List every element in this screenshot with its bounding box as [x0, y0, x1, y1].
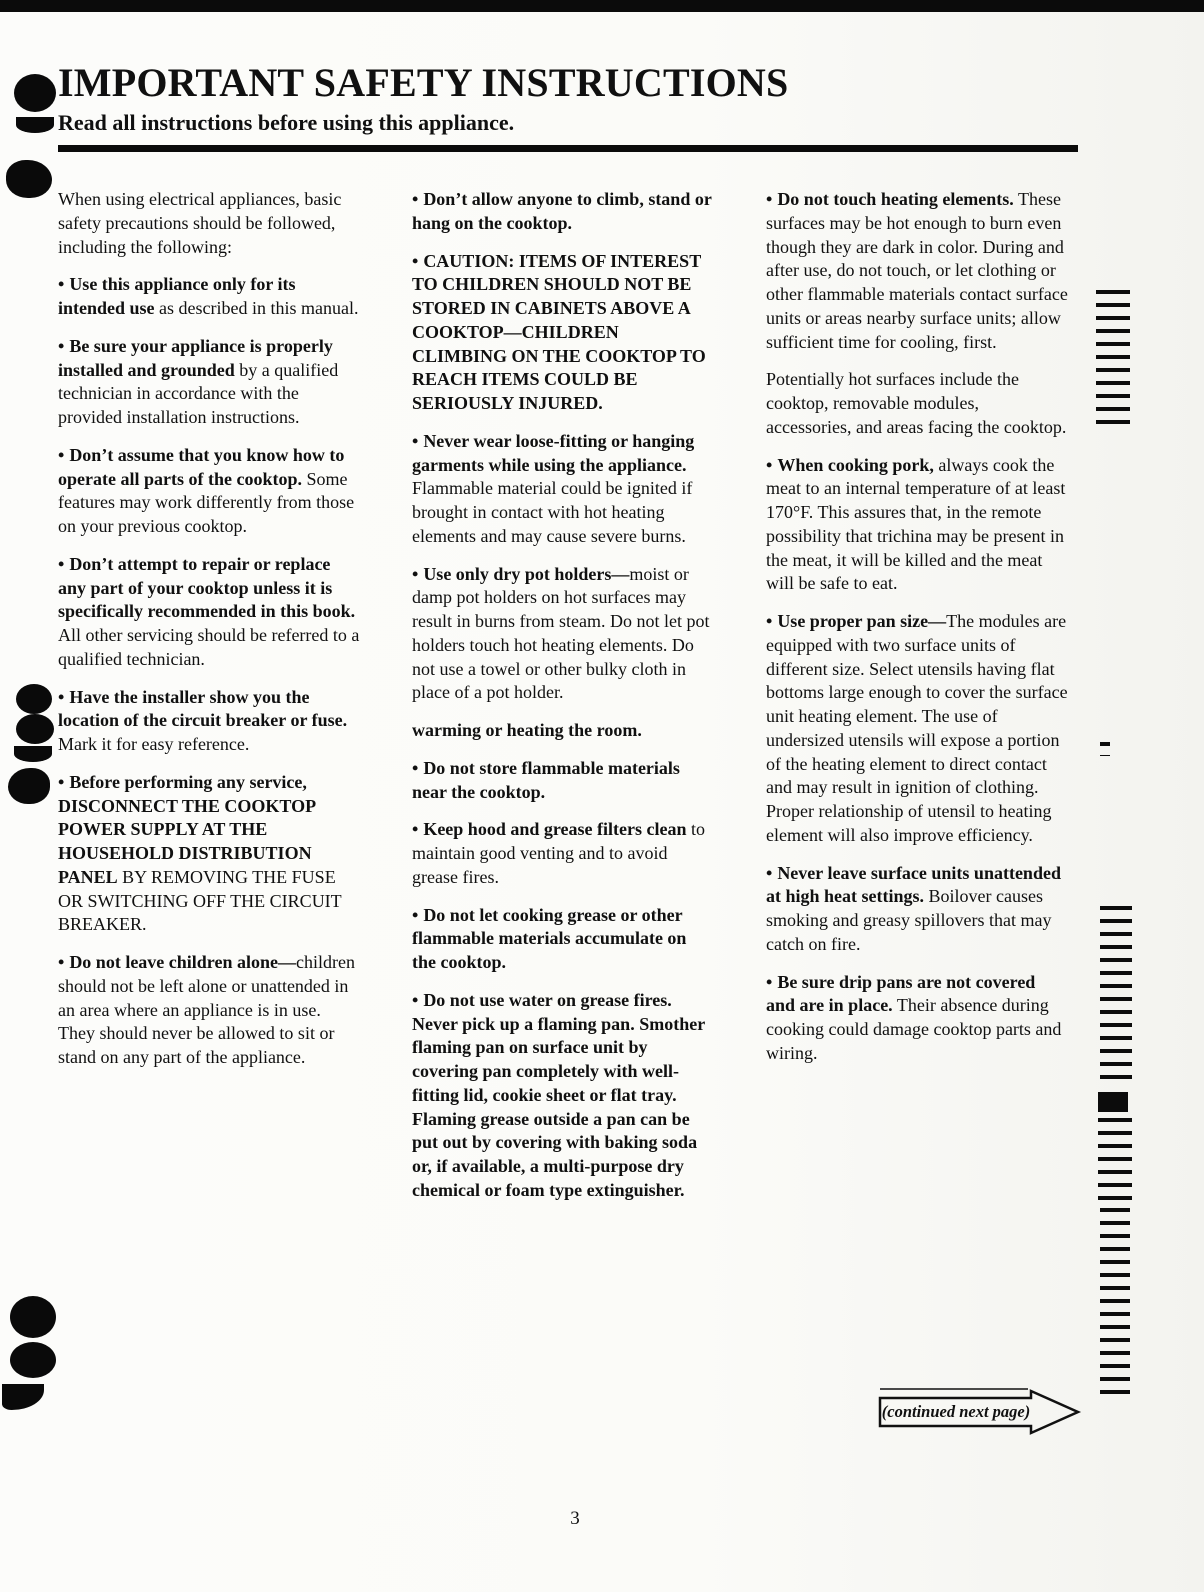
bullet-marker: • [58, 771, 65, 792]
scan-artifact-dashes [1098, 1118, 1132, 1204]
safety-item [766, 862, 1068, 957]
item-lead: Use this appliance only for its intended use [58, 274, 296, 318]
bullet-marker: • [58, 686, 65, 707]
safety-item [412, 188, 714, 236]
item-lead: Never wear loose-fitting or hanging garments while using the appliance. [412, 430, 695, 475]
continued-label: (continued next page) [881, 1402, 1031, 1421]
item-text: always cook the meat to an internal temperature of at least 170°F. This assures that, in the remote possibility that trichina may be present in the meat, it will be killed and the meat will be safe to eat. [766, 454, 1066, 594]
column-1 [58, 188, 360, 1217]
item-lead: Don’t allow anyone to climb, stand or hang on the cooktop. [412, 189, 712, 233]
safety-item-caution [412, 250, 714, 416]
scan-artifact-dashes [1100, 906, 1132, 1084]
item-lead: Do not use water on grease fires. Never pick up a flaming pan. Smother flaming pan on surface unit by covering pan completely with well-fitting lid, cookie sheet or flat tray. Flaming grease outside a pan can be put out by covering with baking soda or, if available, a multi-purpose dry chemical or foam type extinguisher. [412, 989, 705, 1200]
item-lead: CAUTION: ITEMS OF INTEREST TO CHILDREN SHOULD NOT BE STORED IN CABINETS ABOVE A COOKTOP—CHILDREN CLIMBING ON THE COOKTOP TO REACH ITEMS COULD BE SERIOUSLY INJURED. [412, 250, 706, 413]
safety-item [412, 757, 714, 805]
item-text: children should not be left alone or unattended in an area where an appliance is in use. They should never be allowed to sit or stand on any part of the appliance. [58, 952, 355, 1067]
item-lead: Don’t assume that you know how to operate all parts of the cooktop. [58, 444, 345, 489]
item-text: Some features may work differently from those on your previous cooktop. [58, 468, 355, 536]
scan-artifact-dashes [1100, 1208, 1130, 1394]
safety-item [412, 563, 714, 706]
bullet-marker: • [412, 819, 419, 840]
scan-artifact-block [1098, 1092, 1128, 1112]
page-number: 3 [570, 1508, 580, 1529]
header-rule [58, 145, 1078, 152]
item-lead: Use only dry pot holders— [423, 563, 630, 584]
bullet-marker: • [766, 189, 773, 209]
scan-artifact-dot [16, 714, 54, 744]
intro-paragraph: When using electrical appliances, basic safety precautions should be followed, including the following: [58, 189, 342, 257]
column-2 [412, 188, 714, 1217]
item-text: Boilover causes smoking and greasy spillovers that may catch on fire. [766, 886, 1052, 954]
scan-artifact-dashes [1100, 742, 1110, 756]
page-subtitle: Read all instructions before using this appliance. [58, 110, 515, 135]
safety-item [58, 273, 360, 321]
item-text: All other servicing should be referred to a qualified technician. [58, 625, 360, 669]
item-lead: Keep hood and grease filters clean [423, 819, 687, 840]
bullet-marker: • [58, 335, 65, 356]
bullet-marker: • [412, 757, 419, 778]
page-title: IMPORTANT SAFETY INSTRUCTIONS [58, 60, 789, 105]
scan-artifact-blob [6, 160, 52, 198]
fragment-text: warming or heating the room. [412, 720, 642, 740]
bullet-marker: • [412, 563, 419, 584]
bullet-marker: • [412, 250, 419, 271]
item-text: by a qualified technician in accordance with the provided installation instructions. [58, 359, 339, 427]
safety-item [58, 553, 360, 672]
scan-artifact-wedge [2, 1384, 44, 1410]
bullet-marker: • [412, 430, 419, 451]
bullet-marker: • [766, 971, 773, 992]
scan-artifact-dot [16, 684, 52, 714]
item-lead: Be sure drip pans are not covered and are in place. [766, 971, 1036, 1016]
safety-item [412, 430, 714, 549]
item-text: These surfaces may be hot enough to burn even though they are dark in color. During and after use, do not touch, or let clothing or other flammable materials contact surface units or areas nearby surface units; allow sufficient time for cooling, first. [766, 189, 1068, 352]
bullet-marker: • [58, 553, 65, 574]
item-text: to maintain good venting and to avoid grease fires. [412, 819, 705, 887]
item-lead: Have the installer show you the location of the circuit breaker or fuse. [58, 686, 348, 731]
item-text: Flammable material could be ignited if brought in contact with hot heating elements and may cause severe burns. [412, 478, 693, 546]
safety-item [766, 188, 1068, 354]
page-top-edge-bar [0, 0, 1204, 12]
item-lead: Never leave surface units unattended at high heat settings. [766, 862, 1061, 907]
safety-item [766, 971, 1068, 1066]
safety-item [766, 454, 1068, 597]
item-lead: Be sure your appliance is properly installed and grounded [58, 335, 333, 380]
item-text: as described in this manual. [154, 298, 359, 318]
item-lead: When cooking pork, [777, 454, 934, 475]
scan-artifact-dot [14, 74, 56, 112]
content-columns [58, 188, 1070, 1217]
bullet-marker: • [766, 862, 773, 883]
bullet-marker: • [58, 274, 65, 295]
safety-item [58, 335, 360, 430]
scan-artifact-dot [10, 1342, 56, 1378]
item-text: moist or damp pot holders on hot surfaces may result in burns from steam. Do not let pot holders touch hot heating elements. Do not use a towel or other bulky cloth in place of a pot holder. [412, 563, 710, 703]
item-lead: Do not store flammable materials near the cooktop. [412, 757, 680, 802]
scan-artifact-blob [8, 768, 50, 804]
safety-item [412, 818, 714, 889]
safety-item [58, 686, 360, 757]
column-3 [766, 188, 1068, 1217]
item-lead: Do not leave children alone— [69, 952, 296, 972]
safety-item [58, 444, 360, 539]
bullet-marker: • [412, 189, 419, 209]
bullet-marker: • [412, 904, 419, 925]
bullet-marker: • [58, 952, 65, 972]
item-text: Mark it for easy reference. [58, 734, 250, 754]
item-text: BY REMOVING THE FUSE OR SWITCHING OFF THE CIRCUIT BREAKER. [58, 866, 342, 935]
scan-artifact-dashes [1096, 290, 1130, 432]
bullet-marker: • [412, 989, 419, 1010]
safety-item [58, 951, 360, 1070]
scan-artifact-dot [10, 1296, 56, 1338]
continued-next-page-arrow [876, 1386, 1082, 1438]
item-lead: Don’t attempt to repair or replace any part of your cooktop unless it is specifically recommended in this book. [58, 553, 356, 622]
bullet-marker: • [766, 454, 773, 475]
item-lead: Before performing any service, DISCONNECT THE COOKTOP POWER SUPPLY AT THE HOUSEHOLD DISTRIBUTION PANEL [58, 771, 316, 887]
item-text: The modules are equipped with two surface units of different size. Select utensils having flat bottoms large enough to cover the surface unit heating element. The use of undersized utensils will expose a portion of the heating element to direct contact and may result in ignition of clothing. Proper relationship of utensil to heating element will also improve efficiency. [766, 611, 1068, 845]
scan-artifact-wedge [16, 117, 54, 133]
scan-artifact-wedge [14, 746, 52, 762]
page-header [58, 62, 1078, 152]
safety-item [412, 904, 714, 975]
item-text: Their absence during cooking could damage cooktop parts and wiring. [766, 995, 1062, 1063]
bullet-marker: • [766, 611, 773, 631]
safety-item [58, 771, 360, 937]
item-lead: Do not let cooking grease or other flammable materials accumulate on the cooktop. [412, 904, 687, 972]
text-fragment [412, 719, 714, 743]
body-paragraph: Potentially hot surfaces include the cooktop, removable modules, accessories, and areas facing the cooktop. [766, 369, 1067, 437]
bullet-marker: • [58, 444, 65, 465]
safety-item [766, 610, 1068, 848]
item-lead: Use proper pan size— [777, 611, 947, 631]
safety-item [412, 989, 714, 1203]
item-lead: Do not touch heating elements. [777, 189, 1014, 209]
